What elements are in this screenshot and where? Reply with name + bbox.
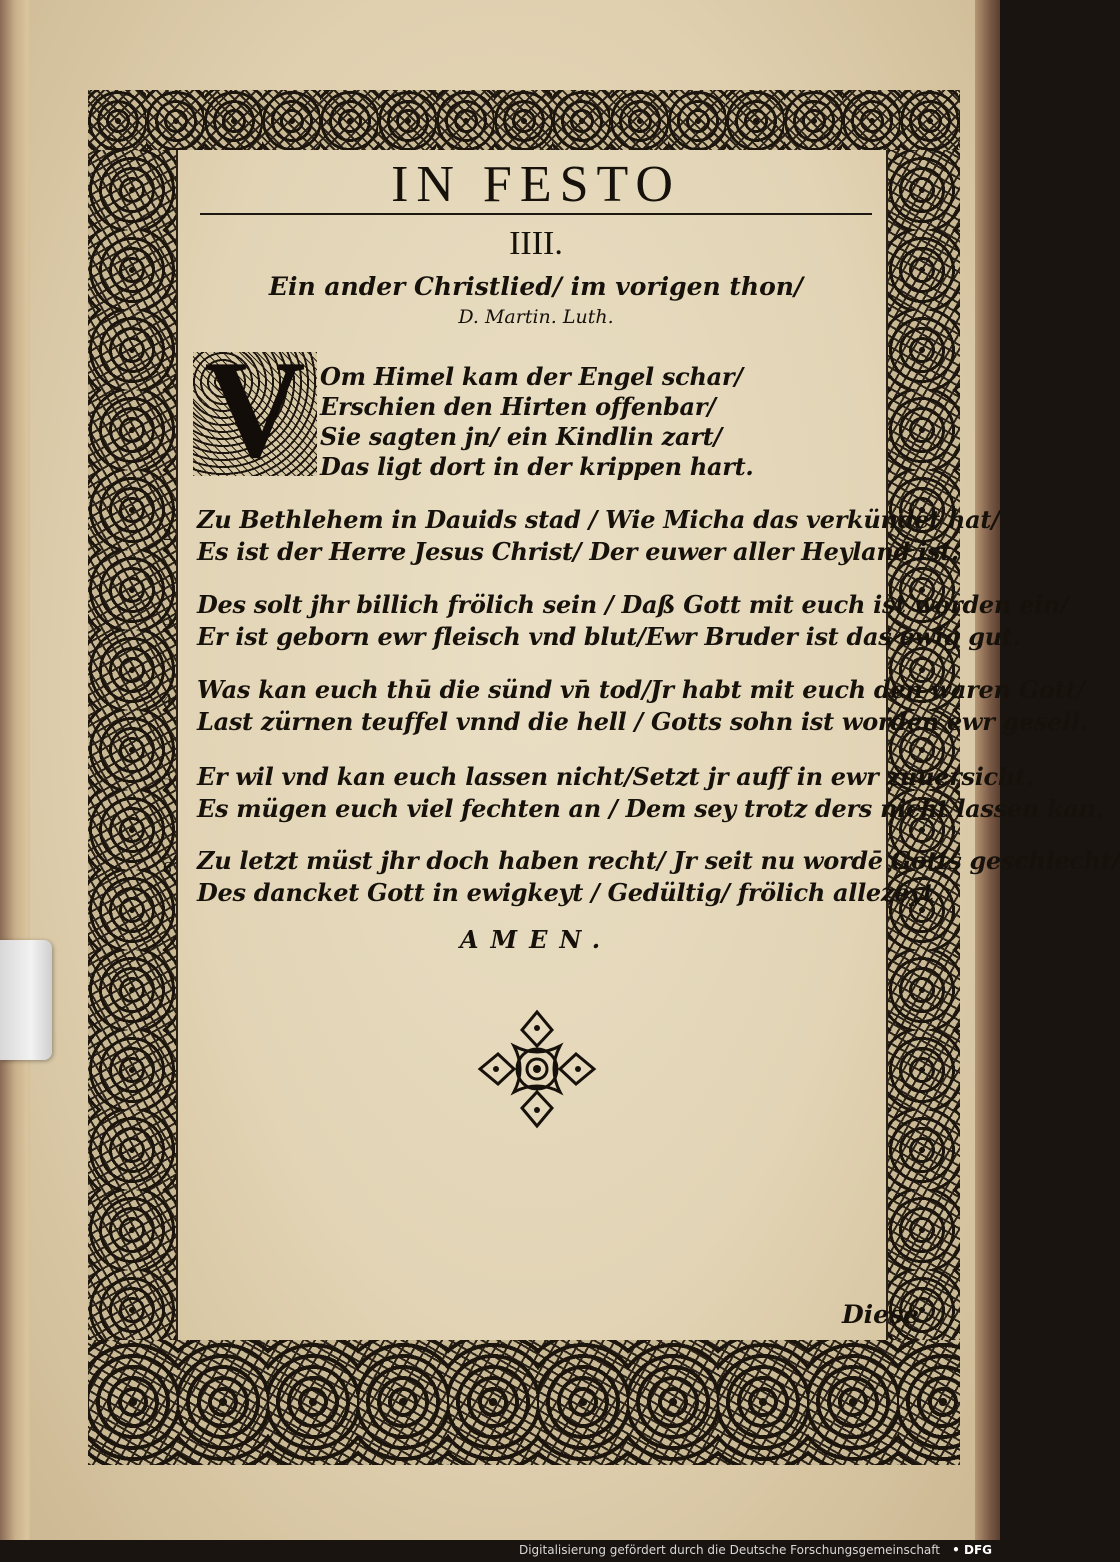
verse-line: Das ligt dort in der krippen hart.: [320, 452, 754, 481]
ornament-border-top: [88, 90, 960, 152]
verse-number: 5: [163, 770, 172, 789]
dfg-logo: • DFG: [952, 1543, 992, 1557]
verse-line: Was kan euch thū die sünd vn̄ tod/Jr habt mit euch den waren Gott/: [197, 675, 1085, 704]
fleuron-ornament: [474, 1006, 600, 1132]
verse-number: 4: [163, 690, 172, 709]
bookmark-tab: [0, 940, 52, 1060]
verse-line: Es mügen euch viel fechten an / Dem sey trotz ders nicht lassen kan.: [197, 794, 1104, 823]
ornament-border-bottom: [88, 1340, 960, 1465]
verse-line: Zu Bethlehem in Dauids stad / Wie Micha das verkündet hat/: [197, 505, 1000, 534]
verse-number: 6: [163, 858, 172, 877]
verse-line: Om Himel kam der Engel schar/: [320, 362, 743, 391]
verse-line: Es ist der Herre Jesus Christ/ Der euwer aller Heyland ist.: [197, 537, 959, 566]
verse-line: Sie sagten jn/ ein Kindlin zart/: [320, 422, 722, 451]
verse-line: Zu letzt müst jhr doch haben recht/ Jr seit nu wordē Gotts geschlecht/: [197, 846, 1120, 875]
verse-line: Erschien den Hirten offenbar/: [320, 392, 716, 421]
page-title: IN FESTO: [391, 156, 681, 213]
footer-credit: Digitalisierung gefördert durch die Deutsche Forschungsgemeinschaft: [518, 1543, 940, 1557]
verse-line: Des solt jhr billich frölich sein / Daß Gott mit euch ist worden ein/: [197, 590, 1069, 619]
hymn-number: IIII.: [509, 225, 563, 262]
verse-line: Last zürnen teuffel vnnd die hell / Gotts sohn ist worden ewr gesell.: [197, 707, 1088, 736]
title-frame: [200, 155, 872, 215]
verse-number: 3: [163, 610, 172, 629]
ornament-border-left: [88, 150, 176, 1342]
hymn-subtitle: Ein ander Christlied/ im vorigen thon/: [268, 272, 804, 301]
verse-line: Er wil vnd kan euch lassen nicht/Setzt jr auff in ewr zuuersicht.: [197, 762, 1034, 791]
verse-line: Er ist geborn ewr fleisch vnd blut/Ewr Bruder ist das ewig gut.: [197, 622, 1021, 651]
verse-number: 1: [163, 362, 172, 381]
catchword: Diese: [842, 1300, 920, 1329]
amen: AMEN.: [459, 925, 613, 954]
footer-bar: [0, 1540, 1000, 1562]
verse-number: 2: [163, 525, 172, 544]
hymn-author: D. Martin. Luth.: [458, 306, 614, 328]
ornament-border-right: [884, 150, 960, 1342]
verse-line: Des dancket Gott in ewigkeyt / Gedültig/ frölich allezeyt: [197, 878, 934, 907]
ornamental-initial: V: [204, 332, 306, 487]
text-frame: [176, 150, 888, 1340]
